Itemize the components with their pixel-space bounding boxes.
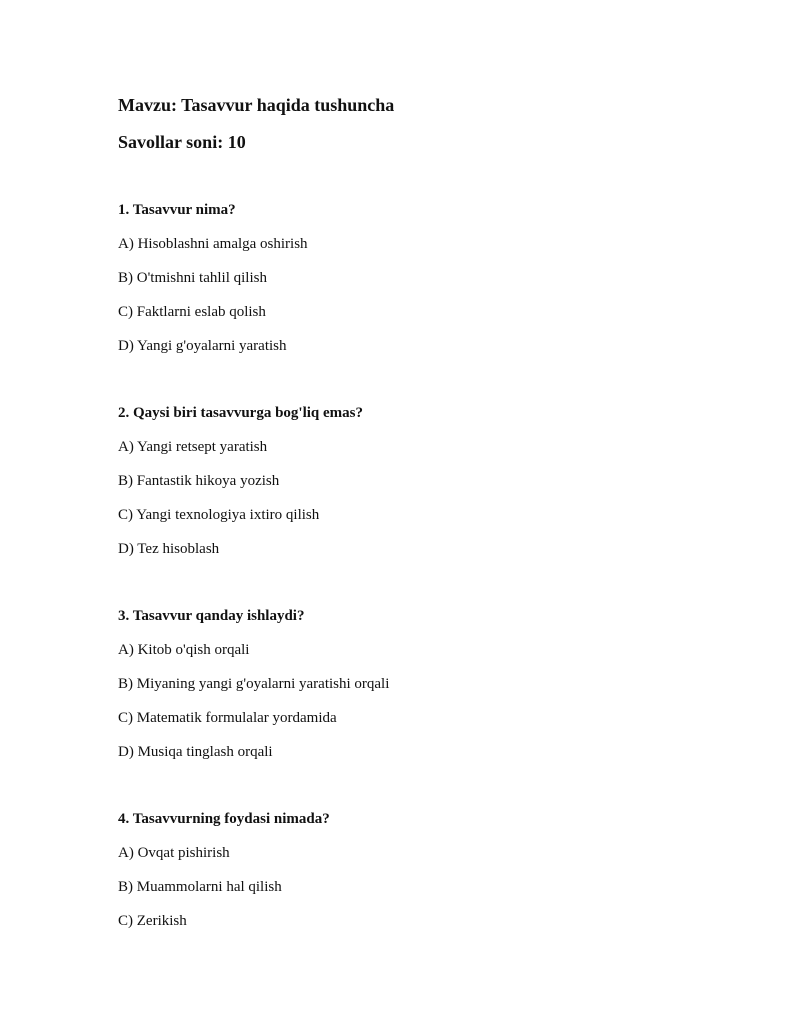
question-2 <box>118 403 718 559</box>
answer-option-c: C) Zerikish <box>118 913 187 929</box>
answer-option-d: D) Yangi g'oyalarni yaratish <box>118 338 287 354</box>
answer-option-b: B) Fantastik hikoya yozish <box>118 473 280 489</box>
question-1 <box>118 200 718 356</box>
answer-option-a: A) Yangi retsept yaratish <box>118 439 268 455</box>
answer-option-a: A) Ovqat pishirish <box>118 845 230 861</box>
answer-option-c: C) Yangi texnologiya ixtiro qilish <box>118 507 320 523</box>
document-content <box>118 94 718 931</box>
answer-option-b: B) O'tmishni tahlil qilish <box>118 270 267 286</box>
answer-option-c: C) Matematik formulalar yordamida <box>118 710 337 726</box>
question-text: 1. Tasavvur nima? <box>118 202 236 218</box>
answer-option-b: B) Miyaning yangi g'oyalarni yaratishi orqali <box>118 676 390 692</box>
answer-option-a: A) Kitob o'qish orqali <box>118 642 250 658</box>
answer-option-a: A) Hisoblashni amalga oshirish <box>118 236 308 252</box>
question-4 <box>118 809 718 931</box>
answer-option-d: D) Tez hisoblash <box>118 541 220 557</box>
question-text: 4. Tasavvurning foydasi nimada? <box>118 811 330 827</box>
topic-heading: Mavzu: Tasavvur haqida tushuncha <box>118 95 395 115</box>
answer-option-d: D) Musiqa tinglash orqali <box>118 744 273 760</box>
answer-option-b: B) Muammolarni hal qilish <box>118 879 282 895</box>
question-text: 3. Tasavvur qanday ishlaydi? <box>118 608 305 624</box>
question-3 <box>118 606 718 762</box>
question-text: 2. Qaysi biri tasavvurga bog'liq emas? <box>118 405 364 421</box>
answer-option-c: C) Faktlarni eslab qolish <box>118 304 266 320</box>
question-count-heading: Savollar soni: 10 <box>118 132 246 152</box>
